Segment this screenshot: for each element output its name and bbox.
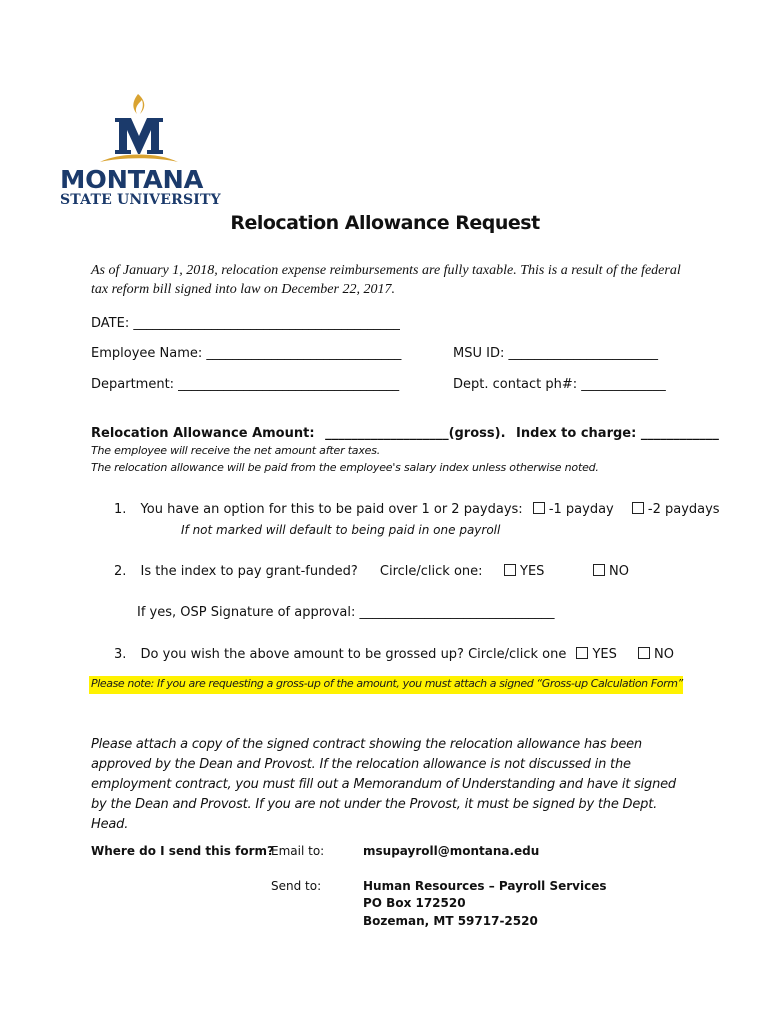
- employee-name-field[interactable]: Employee Name: ______________________________: [91, 346, 402, 361]
- address-line-2: PO Box 172520: [363, 896, 466, 910]
- question-3: [114, 647, 617, 662]
- form-title: Relocation Allowance Request: [230, 212, 540, 234]
- index-input[interactable]: ____________: [640, 426, 719, 441]
- q3-text: Do you wish the above amount to be grossed up? Circle/click one: [140, 647, 567, 662]
- q2-text: Is the index to pay grant-funded?: [140, 564, 358, 579]
- q1-one-payday-label: -1 payday: [548, 502, 614, 517]
- email-label: Email to:: [271, 844, 325, 858]
- allowance-amount-label: Relocation Allowance Amount:: [91, 426, 315, 441]
- question-1: [114, 502, 720, 517]
- q2-no-option: [593, 564, 629, 579]
- q2-yes-option: [504, 564, 544, 579]
- payroll-email-link[interactable]: msupayroll@montana.edu: [363, 844, 540, 858]
- attach-contract-text: Please attach a copy of the signed contract showing the relocation allowance has been approved by the Dean and Provost. If the relocation allowance is not discussed in the employment contract, you must fill out a Memorandum of Understanding and have it signed by the Dean and Provost. If you are not under the Provost, it must be signed by the Dept. Head.: [91, 737, 676, 832]
- dept-contact-field[interactable]: Dept. contact ph#: _____________: [453, 377, 666, 392]
- q3-no-checkbox[interactable]: [638, 647, 650, 659]
- msu-m-mark-icon: [58, 92, 220, 166]
- allowance-amount-row: [91, 426, 719, 441]
- send-to-label: Send to:: [271, 879, 322, 893]
- department-field[interactable]: Department: __________________________________: [91, 377, 400, 392]
- q2-no-checkbox[interactable]: [593, 564, 605, 576]
- q2-yes-checkbox[interactable]: [504, 564, 516, 576]
- logo-text-montana: MONTANA: [60, 165, 204, 194]
- q1-number: 1.: [114, 502, 127, 517]
- index-label: Index to charge:: [516, 426, 637, 441]
- send-question: Where do I send this form?: [91, 844, 274, 858]
- net-amount-note: The employee will receive the net amount after taxes.: [91, 444, 381, 457]
- osp-signature-field[interactable]: If yes, OSP Signature of approval: ______________________________: [137, 605, 555, 620]
- address-line-3: Bozeman, MT 59717-2520: [363, 914, 538, 928]
- msu-id-field[interactable]: MSU ID: _______________________: [453, 346, 658, 361]
- q3-yes-label: YES: [592, 647, 617, 662]
- q2-no-label: NO: [609, 564, 629, 579]
- date-field[interactable]: DATE: _________________________________________: [91, 316, 400, 331]
- q1-two-paydays-checkbox[interactable]: [632, 502, 644, 514]
- q3-number: 3.: [114, 647, 127, 662]
- q2-number: 2.: [114, 564, 127, 579]
- intro-text: As of January 1, 2018, relocation expense reimbursements are fully taxable. This is a result of the federal tax reform bill signed into law on December 22, 2017.: [91, 263, 681, 297]
- q2-yes-label: YES: [520, 564, 545, 579]
- q3-yes-checkbox[interactable]: [576, 647, 588, 659]
- q1-text: You have an option for this to be paid over 1 or 2 paydays:: [140, 502, 523, 517]
- q2-circle-label: Circle/click one:: [379, 564, 483, 579]
- q3-no-option: [638, 647, 674, 662]
- q3-no-label: NO: [654, 647, 674, 662]
- gross-up-note: Please note: If you are requesting a gross-up of the amount, you must attach a signed “Gross-up Calculation Form”: [91, 677, 683, 690]
- q1-one-payday-checkbox[interactable]: [533, 502, 545, 514]
- logo-text-state-university: STATE UNIVERSITY: [60, 192, 221, 208]
- salary-index-note: The relocation allowance will be paid from the employee's salary index unless otherwise noted.: [91, 461, 599, 474]
- q1-two-paydays-label: -2 paydays: [647, 502, 720, 517]
- gross-label: (gross).: [448, 426, 506, 441]
- question-2: [114, 564, 483, 579]
- q1-default-note: If not marked will default to being paid in one payroll: [181, 523, 501, 537]
- address-line-1: Human Resources – Payroll Services: [363, 879, 607, 893]
- allowance-amount-input[interactable]: ___________________: [325, 426, 449, 441]
